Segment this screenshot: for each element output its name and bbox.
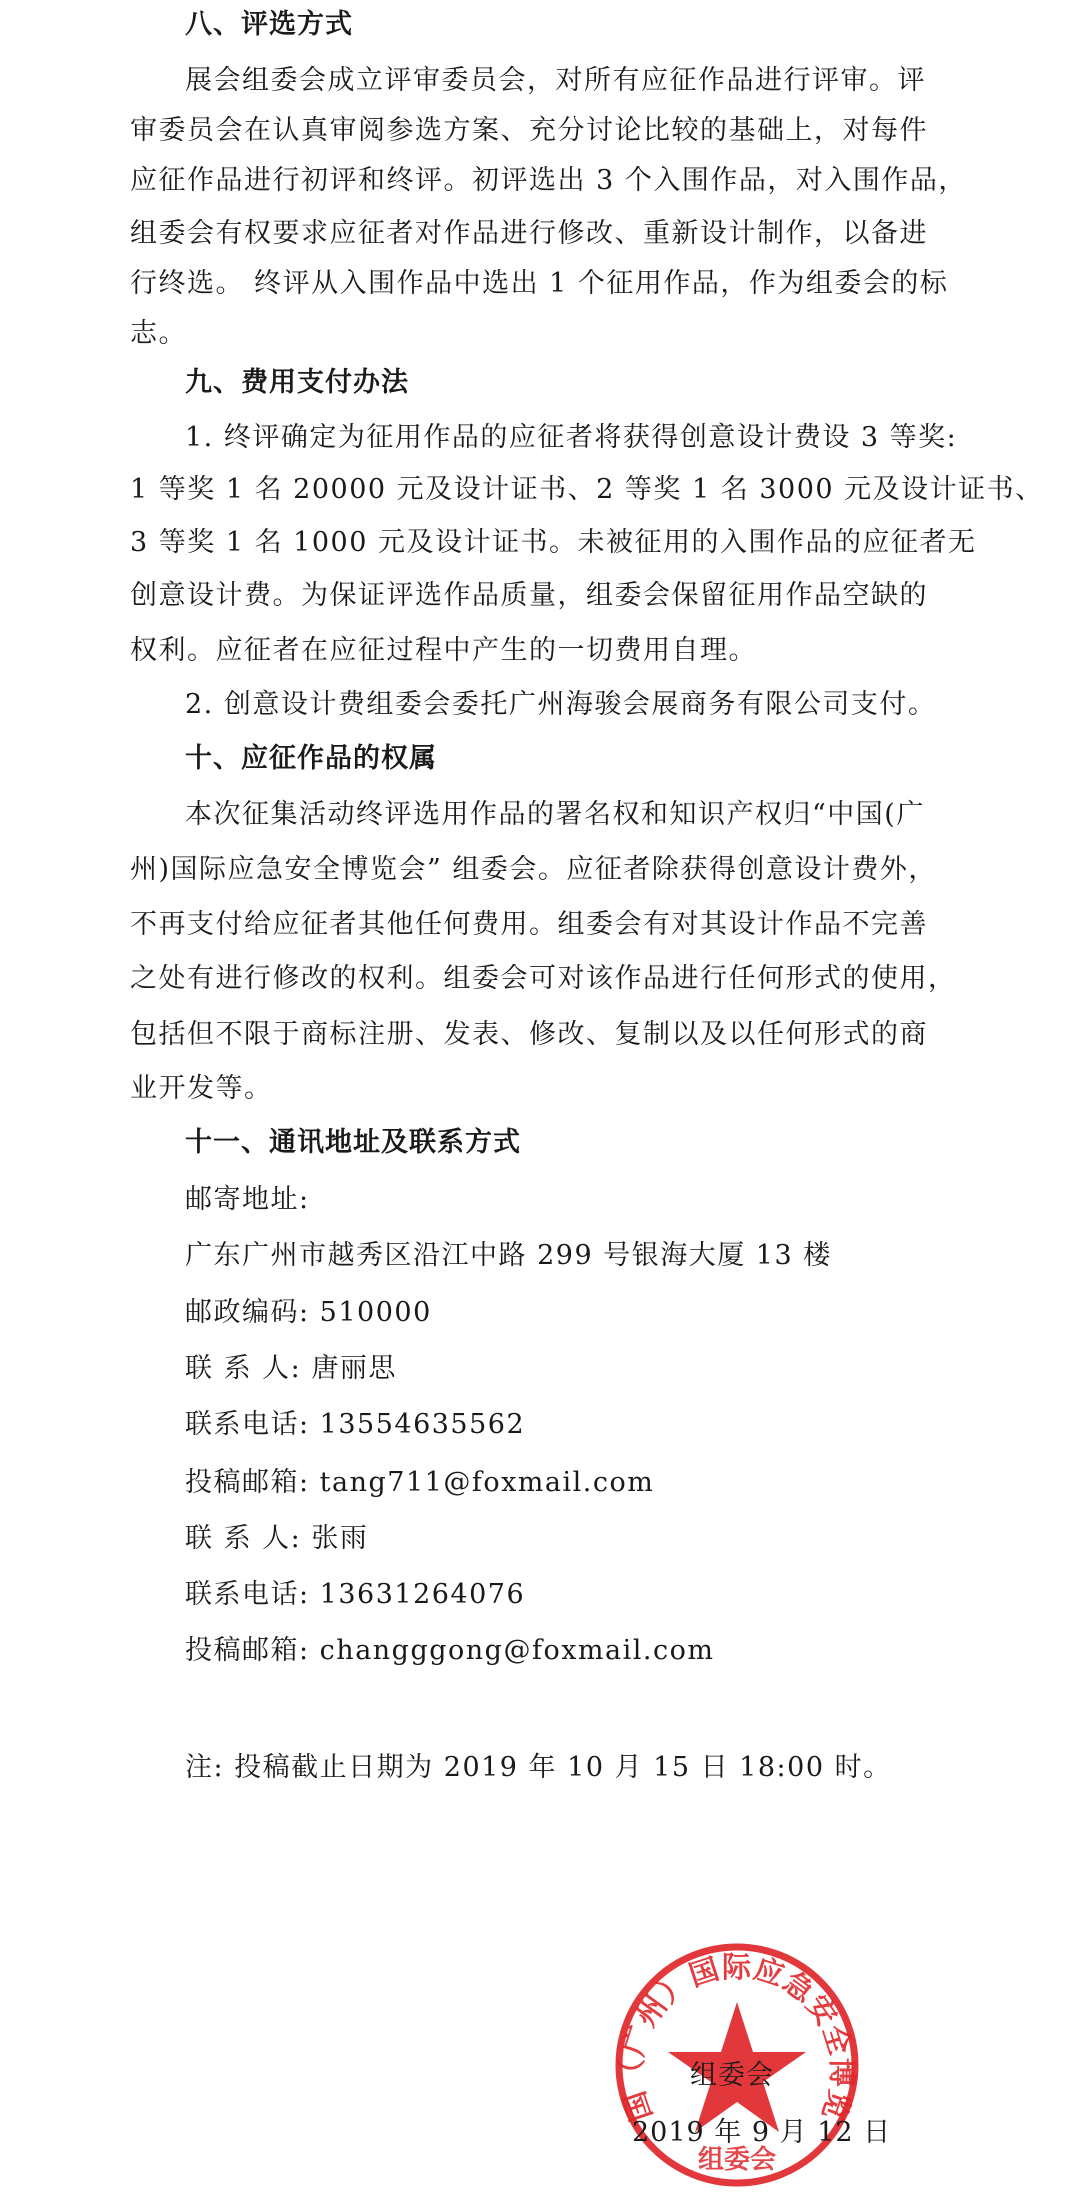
paragraph-line: 不再支付给应征者其他任何费用。组委会有对其设计作品不完善 (130, 909, 928, 940)
contact-phone: 联系电话: 13631264076 (185, 1579, 526, 1610)
section-heading-9: 九、费用支付办法 (185, 367, 409, 398)
contact-person: 联 系 人: 张雨 (185, 1523, 369, 1554)
paragraph-line: 1 等奖 1 名 20000 元及设计证书、2 等奖 1 名 3000 元及设计证书、 (130, 474, 1044, 505)
paragraph-line: 应征作品进行初评和终评。初评选出 3 个入围作品，对入围作品， (130, 165, 967, 196)
section-heading-8: 八、评选方式 (185, 9, 353, 40)
paragraph-line: 州)国际应急安全博览会” 组委会。应征者除获得创意设计费外， (130, 854, 937, 885)
mail-address-label: 邮寄地址: (185, 1184, 310, 1215)
paragraph-line: 审委员会在认真审阅参选方案、充分讨论比较的基础上，对每件 (130, 115, 928, 146)
paragraph-line: 本次征集活动终评选用作品的署名权和知识产权归“中国(广 (185, 799, 925, 830)
seal-center-text: 组委会 (697, 2145, 777, 2175)
postal-code: 邮政编码: 510000 (185, 1297, 432, 1328)
seal-ring-text: 国（广州）国际应急安全博览 (614, 1949, 860, 2126)
signature-org: 组委会 (690, 2060, 774, 2091)
paragraph-line: 3 等奖 1 名 1000 元及设计证书。未被征用的入围作品的应征者无 (130, 527, 977, 558)
paragraph-line: 业开发等。 (130, 1073, 273, 1104)
paragraph-line: 权利。应征者在应征过程中产生的一切费用自理。 (130, 635, 757, 666)
submission-email: 投稿邮箱: tang711@foxmail.com (185, 1467, 655, 1498)
section-heading-10: 十、应征作品的权属 (185, 743, 437, 774)
paragraph-line: 行终选。 终评从入围作品中选出 1 个征用作品，作为组委会的标 (130, 268, 949, 299)
paragraph-line: 2. 创意设计费组委会委托广州海骏会展商务有限公司支付。 (185, 689, 937, 720)
submission-email: 投稿邮箱: changggong@foxmail.com (185, 1635, 715, 1666)
paragraph-line: 志。 (130, 318, 187, 349)
paragraph-line: 1. 终评确定为征用作品的应征者将获得创意设计费设 3 等奖: (185, 422, 958, 453)
section-heading-11: 十一、通讯地址及联系方式 (185, 1127, 521, 1158)
paragraph-line: 创意设计费。为保证评选作品质量，组委会保留征用作品空缺的 (130, 580, 928, 611)
paragraph-line: 展会组委会成立评审委员会，对所有应征作品进行评审。评 (185, 65, 926, 96)
paragraph-line: 之处有进行修改的权利。组委会可对该作品进行任何形式的使用， (130, 963, 957, 994)
contact-phone: 联系电话: 13554635562 (185, 1409, 526, 1440)
contact-person: 联 系 人: 唐丽思 (185, 1353, 397, 1384)
paragraph-line: 包括但不限于商标注册、发表、修改、复制以及以任何形式的商 (130, 1019, 928, 1050)
mail-address: 广东广州市越秀区沿江中路 299 号银海大厦 13 楼 (185, 1240, 832, 1271)
signature-date: 2019 年 9 月 12 日 (632, 2117, 892, 2148)
paragraph-line: 组委会有权要求应征者对作品进行修改、重新设计制作，以备进 (130, 218, 928, 249)
deadline-note: 注: 投稿截止日期为 2019 年 10 月 15 日 18:00 时。 (185, 1752, 892, 1783)
